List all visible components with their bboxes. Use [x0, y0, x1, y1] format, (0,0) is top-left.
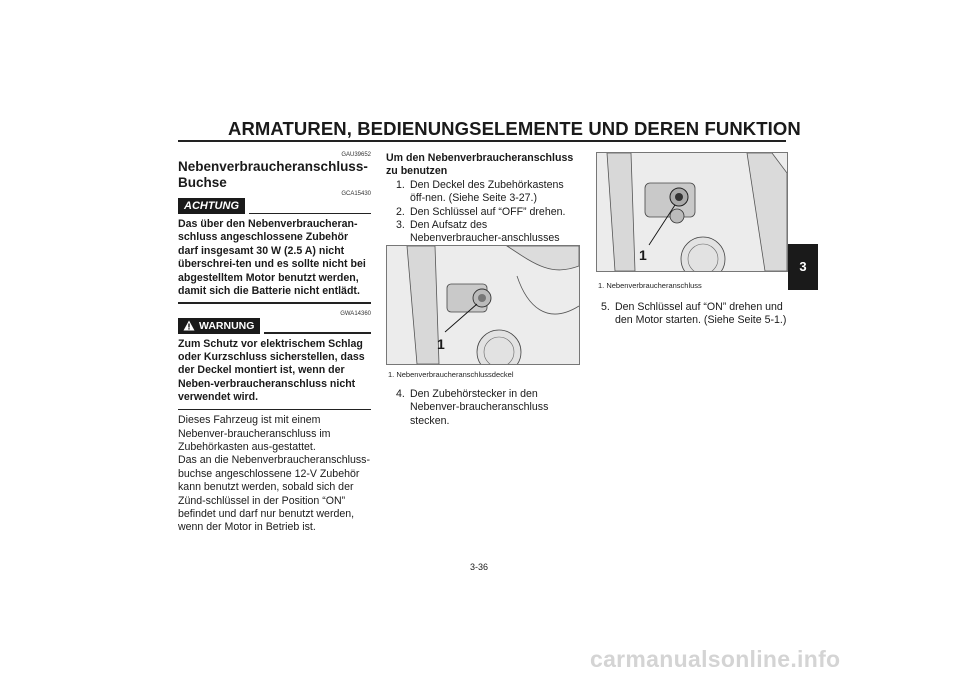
achtung-text: Das über den Nebenverbraucheran-schluss angeschlossene Zubehör darf insgesamt 30 W (2.5 A) nicht überschrei-ten und es sollte nicht bei abgestelltem Motor benutzt werden, damit sich die Batterie nicht entlädt.: [178, 218, 366, 298]
step-item: 3. Den Aufsatz des Nebenverbraucher-anschlusses: [396, 219, 560, 245]
warnung-text: Zum Schutz vor elektrischem Schlag oder Kurzschluss sicherstellen, dass der Deckel montiert ist, wenn der Neben-verbraucheranschluss nicht verwendet wird.: [178, 337, 365, 404]
step-item: 2. Den Schlüssel auf “OFF” drehen.: [396, 205, 566, 218]
reference-code: GWA14360: [340, 310, 371, 317]
chapter-title: ARMATUREN, BEDIENUNGSELEMENTE UND DEREN FUNKTION: [228, 118, 801, 139]
warnung-rule: [264, 332, 371, 333]
warning-triangle-icon: [183, 320, 195, 331]
warnung-header: [178, 318, 371, 334]
achtung-badge: ACHTUNG: [178, 198, 245, 214]
figure-accessory-socket: [596, 152, 788, 272]
step-item: 5. Den Schlüssel auf “ON” drehen und den Motor starten. (Siehe Seite 5-1.): [601, 301, 787, 327]
procedure-heading: Um den Nebenverbraucheranschluss zu benutzen: [386, 152, 574, 178]
reference-code: GAU39652: [341, 152, 371, 158]
warnung-end-rule: [178, 409, 371, 411]
middle-column: [386, 152, 578, 259]
achtung-header: [178, 198, 371, 214]
chapter-tab[interactable]: 3: [788, 244, 818, 290]
left-column: [178, 152, 371, 535]
illustration: [387, 246, 579, 364]
figure-caption: 1. Nebenverbraucheranschlussdeckel: [388, 370, 514, 379]
warnung-label: WARNUNG: [199, 319, 255, 332]
section-heading: Nebenverbraucheranschluss-Buchse: [178, 159, 368, 190]
header-rule: [178, 140, 786, 142]
step-item: 1. Den Deckel des Zubehörkastens öff-nen. (Siehe Seite 3-27.): [396, 178, 564, 205]
achtung-rule: [249, 213, 371, 214]
reference-code: GCA15430: [341, 191, 371, 197]
page-number: 3-36: [470, 562, 489, 572]
achtung-end-rule: [178, 302, 371, 303]
paragraph: Dieses Fahrzeug ist mit einem Nebenver-braucheranschluss im Zubehörkasten aus-gestattet.: [178, 414, 331, 453]
step-item: 4. Den Zubehörstecker in den Nebenver-braucheranschluss stecken.: [396, 388, 549, 427]
figure-caption: 1. Nebenverbraucheranschluss: [598, 281, 702, 290]
paragraph: Das an die Nebenverbraucheranschluss-buchse angeschlossene 12-V Zubehör kann benutzt werden, sobald sich der Zünd-schlüssel in der Position “ON” befindet und darf nur benutzt werden, wenn der Motor in Betrieb ist.: [178, 454, 370, 534]
warnung-badge: [178, 318, 260, 334]
watermark: carmanualsonline.info: [590, 646, 841, 672]
figure-accessory-box-cap: [386, 245, 580, 365]
figure-callout: 1: [639, 247, 647, 263]
illustration: [597, 153, 787, 271]
figure-callout: 1: [437, 336, 445, 352]
